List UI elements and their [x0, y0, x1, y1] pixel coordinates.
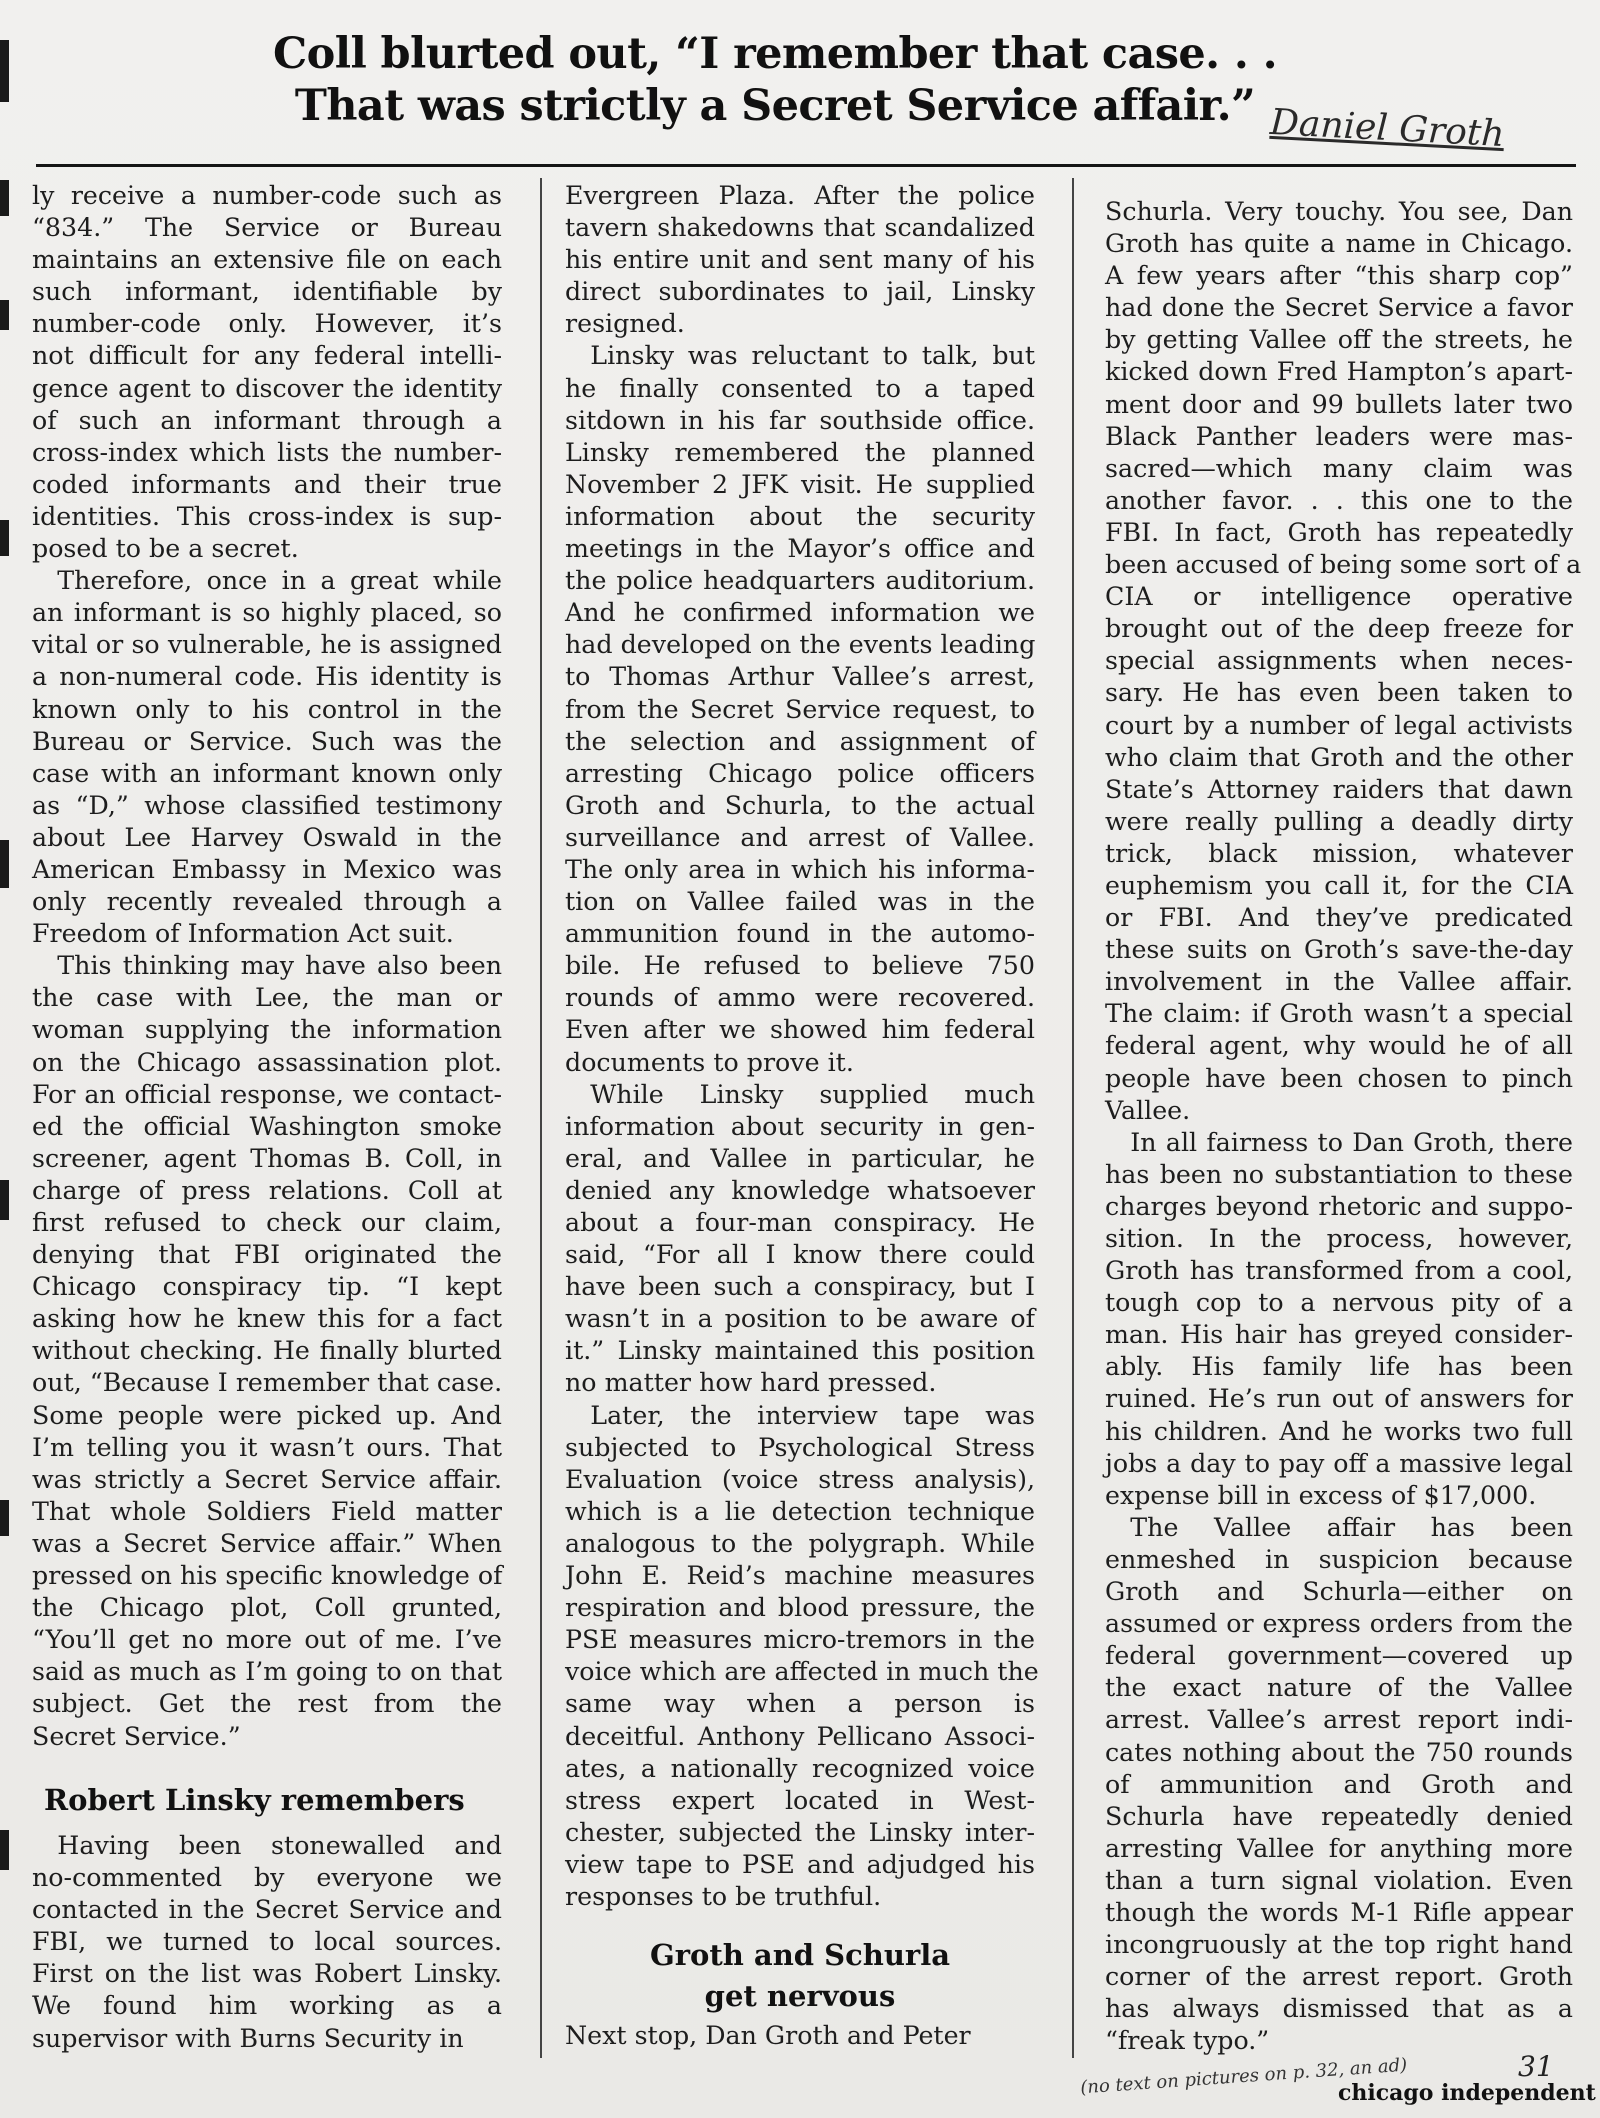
- article-column-3: [1105, 196, 1582, 2057]
- text-line: Secret Service.”: [32, 1721, 241, 1751]
- text-line: brought out of the deep freeze for: [1105, 614, 1573, 644]
- text-line: pressed on his specific knowledge of: [32, 1561, 503, 1591]
- text-line: such informant, identifiable by: [32, 277, 502, 307]
- text-line: ably. His family life has been: [1105, 1352, 1573, 1382]
- text-line: direct subordinates to jail, Linsky: [565, 277, 1035, 307]
- text-line: Even after we showed him federal: [565, 1015, 1035, 1045]
- text-line: Evaluation (voice stress analysis),: [565, 1464, 1035, 1494]
- text-line: This thinking may have also been: [32, 951, 502, 981]
- text-line: no-commented by everyone we: [32, 1863, 502, 1893]
- text-line: tion on Vallee failed was in the: [565, 887, 1035, 917]
- article-column-1: [32, 180, 502, 1753]
- text-line: identities. This cross-index is sup-: [32, 501, 502, 531]
- text-line: not difficult for any federal intelli-: [32, 341, 502, 371]
- text-line: an informant is so highly placed, so: [32, 598, 502, 628]
- text-line: November 2 JFK visit. He supplied: [565, 469, 1035, 499]
- text-line: has been no substantiation to these: [1105, 1159, 1573, 1189]
- text-line: or FBI. And they’ve predicated: [1105, 903, 1573, 933]
- text-line: assumed or express orders from the: [1105, 1609, 1573, 1639]
- text-line: of ammunition and Groth and: [1105, 1769, 1573, 1799]
- text-line: “834.” The Service or Bureau: [32, 213, 502, 243]
- text-line: subjected to Psychological Stress: [565, 1432, 1035, 1462]
- text-line: of such an informant through a: [32, 405, 502, 435]
- text-line: first refused to check our claim,: [32, 1208, 502, 1237]
- text-line: federal agent, why would he of all: [1105, 1031, 1573, 1061]
- text-line: from the Secret Service request, to: [565, 694, 1035, 724]
- text-line: resigned.: [565, 309, 685, 339]
- text-line: Next stop, Dan Groth and Peter: [565, 2021, 971, 2050]
- text-line: We found him working as a: [32, 1991, 502, 2021]
- text-line: voice which are affected in much the: [565, 1657, 1039, 1687]
- text-line: The Vallee affair has been: [1105, 1512, 1573, 1542]
- text-line: “You’ll get no more out of me. I’ve: [32, 1625, 502, 1655]
- text-line: has always dismissed that as a: [1105, 1994, 1573, 2024]
- text-line: he finally consented to a taped: [565, 373, 1035, 403]
- text-line: known only to his control in the: [32, 694, 502, 724]
- text-line: Schurla have repeatedly denied: [1105, 1801, 1573, 1831]
- text-line: Later, the interview tape was: [565, 1400, 1035, 1430]
- text-line: ates, a nationally recognized voice: [565, 1753, 1035, 1783]
- binder-mark: [0, 520, 9, 556]
- text-line: surveillance and arrest of Vallee.: [565, 822, 1035, 852]
- text-line: Linsky was reluctant to talk, but: [565, 341, 1035, 371]
- text-line: jobs a day to pay off a massive legal: [1105, 1448, 1573, 1478]
- text-line: denying that FBI originated the: [32, 1240, 502, 1270]
- publication-footer: chicago independent: [1338, 2080, 1596, 2106]
- text-line: said as much as I’m going to on that: [32, 1657, 502, 1687]
- binder-mark: [0, 1500, 9, 1536]
- text-line: analogous to the polygraph. While: [565, 1528, 1035, 1558]
- text-line: State’s Attorney raiders that dawn: [1105, 774, 1573, 804]
- text-line: cross-index which lists the number-: [32, 437, 502, 467]
- text-line: CIA or intelligence operative: [1105, 582, 1573, 612]
- text-line: the selection and assignment of: [565, 726, 1035, 756]
- text-line: supervisor with Burns Security in: [32, 2023, 464, 2053]
- text-line: The only area in which his informa-: [565, 854, 1035, 884]
- text-line: these suits on Groth’s save-the-day: [1105, 935, 1573, 965]
- binder-mark: [0, 180, 9, 216]
- column-divider: [1072, 178, 1074, 2058]
- text-line: was a Secret Service affair.” When: [32, 1528, 502, 1558]
- text-line: though the words M-1 Rifle appear: [1105, 1897, 1573, 1927]
- text-line: deceitful. Anthony Pellicano Associ-: [565, 1721, 1035, 1751]
- text-line: The claim: if Groth wasn’t a special: [1105, 999, 1573, 1029]
- text-line: tough cop to a nervous pity of a: [1105, 1288, 1573, 1318]
- text-line: Vallee.: [1105, 1095, 1191, 1125]
- binder-mark: [0, 300, 9, 330]
- text-line: denied any knowledge whatsoever: [565, 1175, 1035, 1205]
- text-line: information about the security: [565, 501, 1035, 531]
- text-line: I’m telling you it wasn’t ours. That: [32, 1432, 502, 1462]
- text-line: said, “For all I know there could: [565, 1240, 1035, 1270]
- text-line: Chicago conspiracy tip. “I kept: [32, 1272, 502, 1302]
- text-line: Groth has quite a name in Chicago.: [1105, 229, 1573, 259]
- text-line: number-code only. However, it’s: [32, 309, 502, 339]
- text-line: another favor. . . this one to the: [1105, 485, 1573, 515]
- text-line: contacted in the Secret Service and: [32, 1895, 502, 1925]
- text-line: Evergreen Plaza. After the police: [565, 181, 1035, 210]
- text-line: only recently revealed through a: [32, 887, 502, 917]
- text-line: FBI, we turned to local sources.: [32, 1927, 502, 1957]
- text-line: enmeshed in suspicion because: [1105, 1544, 1573, 1574]
- subhead-groth-and-schurla: Groth and Schurla: [649, 1938, 951, 1972]
- text-line: documents to prove it.: [565, 1047, 854, 1077]
- text-line: While Linsky supplied much: [565, 1079, 1035, 1109]
- text-line: stress expert located in West-: [565, 1785, 1035, 1815]
- binder-mark: [0, 40, 9, 102]
- text-line: Bureau or Service. Such was the: [32, 726, 502, 756]
- text-line: special assignments when neces-: [1105, 646, 1573, 676]
- text-line: rounds of ammo were recovered.: [565, 983, 1035, 1013]
- text-line: Black Panther leaders were mas-: [1105, 421, 1573, 451]
- text-line: the police headquarters auditorium.: [565, 566, 1035, 596]
- text-line: the case with Lee, the man or: [32, 983, 502, 1013]
- text-line: arresting Vallee for anything more: [1105, 1833, 1573, 1863]
- text-line: information about security in gen-: [565, 1111, 1035, 1141]
- text-line: posed to be a secret.: [32, 534, 299, 564]
- text-line: the Chicago plot, Coll grunted,: [32, 1593, 502, 1623]
- text-line: people have been chosen to pinch: [1105, 1063, 1573, 1093]
- text-line: FBI. In fact, Groth has repeatedly: [1105, 517, 1573, 547]
- text-line: trick, black mission, whatever: [1105, 838, 1573, 868]
- text-line: have been such a conspiracy, but I: [565, 1272, 1035, 1302]
- text-line: And he confirmed information we: [565, 598, 1035, 628]
- text-line: were really pulling a deadly dirty: [1105, 806, 1573, 836]
- text-line: without checking. He finally blurted: [32, 1336, 502, 1366]
- page-number: 31: [1518, 2050, 1554, 2083]
- text-line: about Lee Harvey Oswald in the: [32, 822, 502, 852]
- text-line: asking how he knew this for a fact: [32, 1304, 502, 1334]
- text-line: In all fairness to Dan Groth, there: [1105, 1127, 1573, 1157]
- text-line: charge of press relations. Coll at: [32, 1175, 502, 1205]
- text-line: Having been stonewalled and: [32, 1831, 502, 1860]
- text-line: tavern shakedowns that scandalized: [565, 213, 1035, 243]
- text-line: case with an informant known only: [32, 758, 502, 788]
- text-line: sary. He has even been taken to: [1105, 678, 1573, 708]
- text-line: sition. In the process, however,: [1105, 1224, 1573, 1253]
- text-line: Groth and Schurla, to the actual: [565, 790, 1035, 820]
- text-line: had developed on the events leading: [565, 630, 1036, 660]
- text-line: as “D,” whose classified testimony: [32, 790, 502, 820]
- article-column-1-continued: [32, 1830, 502, 2055]
- text-line: subject. Get the rest from the: [32, 1689, 502, 1719]
- text-line: by getting Vallee off the streets, he: [1105, 325, 1573, 355]
- text-line: bile. He refused to believe 750: [565, 951, 1035, 981]
- subhead-robert-linsky: Robert Linsky remembers: [44, 1783, 465, 1817]
- text-line: American Embassy in Mexico was: [32, 854, 502, 884]
- text-line: court by a number of legal activists: [1105, 710, 1573, 740]
- text-line: Schurla. Very touchy. You see, Dan: [1105, 197, 1573, 226]
- text-line: screener, agent Thomas B. Coll, in: [32, 1143, 502, 1173]
- text-line: same way when a person is: [565, 1689, 1035, 1719]
- text-line: involvement in the Vallee affair.: [1105, 967, 1573, 997]
- text-line: respiration and blood pressure, the: [565, 1593, 1035, 1623]
- subhead-get-nervous: get nervous: [704, 1979, 896, 2013]
- text-line: sacred—which many claim was: [1105, 453, 1573, 483]
- text-line: eral, and Vallee in particular, he: [565, 1143, 1035, 1173]
- text-line: to Thomas Arthur Vallee’s arrest,: [565, 662, 1035, 692]
- text-line: than a turn signal violation. Even: [1105, 1865, 1573, 1895]
- text-line: man. His hair has greyed consider-: [1105, 1320, 1573, 1350]
- column-divider: [540, 178, 542, 2058]
- text-line: incongruously at the top right hand: [1105, 1930, 1573, 1960]
- text-line: chester, subjected the Linsky inter-: [565, 1817, 1035, 1847]
- text-line: woman supplying the information: [32, 1015, 502, 1045]
- text-line: charges beyond rhetoric and suppo-: [1105, 1191, 1573, 1221]
- text-line: arresting Chicago police officers: [565, 758, 1035, 788]
- text-line: out, “Because I remember that case.: [32, 1368, 503, 1398]
- text-line: Groth and Schurla—either on: [1105, 1577, 1573, 1607]
- article-column-2-continued: [565, 2020, 1035, 2052]
- text-line: sitdown in his far southside office.: [565, 405, 1035, 435]
- text-line: That whole Soldiers Field matter: [32, 1496, 502, 1526]
- text-line: PSE measures micro-tremors in the: [565, 1625, 1035, 1655]
- text-line: Freedom of Information Act suit.: [32, 919, 454, 949]
- text-line: Some people were picked up. And: [32, 1400, 502, 1430]
- text-line: ammunition found in the automo-: [565, 919, 1035, 949]
- text-line: expense bill in excess of $17,000.: [1105, 1480, 1537, 1510]
- text-line: corner of the arrest report. Groth: [1105, 1962, 1573, 1992]
- text-line: Groth has transformed from a cool,: [1105, 1256, 1573, 1286]
- text-line: A few years after “this sharp cop”: [1105, 261, 1573, 291]
- text-line: which is a lie detection technique: [565, 1496, 1035, 1526]
- text-line: coded informants and their true: [32, 469, 502, 499]
- text-line: responses to be truthful.: [565, 1881, 882, 1911]
- text-line: ment door and 99 bullets later two: [1105, 389, 1573, 419]
- text-line: about a four-man conspiracy. He: [565, 1208, 1035, 1237]
- binder-mark: [0, 1830, 9, 1870]
- text-line: no matter how hard pressed.: [565, 1368, 937, 1398]
- text-line: gence agent to discover the identity: [32, 373, 502, 403]
- binder-mark: [0, 840, 9, 888]
- text-line: who claim that Groth and the other: [1105, 742, 1573, 772]
- handwritten-signature: Daniel Groth: [1269, 101, 1506, 156]
- text-line: ly receive a number-code such as: [32, 181, 502, 210]
- text-line: view tape to PSE and adjudged his: [565, 1849, 1035, 1879]
- text-line: his children. And he works two full: [1105, 1416, 1573, 1446]
- text-line: Therefore, once in a great while: [32, 566, 502, 596]
- text-line: been accused of being some sort of a: [1105, 550, 1582, 580]
- text-line: vital or so vulnerable, he is assigned: [32, 630, 502, 660]
- text-line: maintains an extensive file on each: [32, 245, 502, 275]
- handwritten-note: (no text on pictures on p. 32, an ad): [1079, 2054, 1408, 2099]
- headline: [150, 28, 1400, 132]
- text-line: arrest. Vallee’s arrest report indi-: [1105, 1705, 1573, 1735]
- article-column-2: [565, 180, 1039, 1913]
- text-line: was strictly a Secret Service affair.: [32, 1464, 502, 1494]
- text-line: a non-numeral code. His identity is: [32, 662, 502, 692]
- text-line: ruined. He’s run out of answers for: [1105, 1384, 1573, 1414]
- headline-line-2: That was strictly a Secret Service affair.”: [294, 81, 1256, 131]
- text-line: wasn’t in a position to be aware of: [565, 1304, 1035, 1334]
- text-line: had done the Secret Service a favor: [1105, 293, 1573, 323]
- headline-rule: [36, 164, 1576, 167]
- text-line: kicked down Fred Hampton’s apart-: [1105, 357, 1573, 387]
- text-line: First on the list was Robert Linsky.: [32, 1959, 502, 1989]
- text-line: John E. Reid’s machine measures: [565, 1561, 1035, 1591]
- text-line: ed the official Washington smoke: [32, 1111, 502, 1141]
- text-line: cates nothing about the 750 rounds: [1105, 1737, 1573, 1767]
- text-line: federal government—covered up: [1105, 1641, 1573, 1671]
- headline-line-1: Coll blurted out, “I remember that case. . .: [273, 29, 1277, 79]
- text-line: For an official response, we contact-: [32, 1079, 502, 1109]
- text-line: Linsky remembered the planned: [565, 437, 1035, 467]
- text-line: meetings in the Mayor’s office and: [565, 534, 1035, 564]
- text-line: on the Chicago assassination plot.: [32, 1047, 502, 1077]
- text-line: euphemism you call it, for the CIA: [1105, 870, 1573, 900]
- text-line: the exact nature of the Vallee: [1105, 1673, 1573, 1703]
- binder-mark: [0, 1180, 9, 1220]
- text-line: it.” Linsky maintained this position: [565, 1336, 1035, 1366]
- text-line: “freak typo.”: [1105, 2026, 1270, 2056]
- text-line: his entire unit and sent many of his: [565, 245, 1035, 275]
